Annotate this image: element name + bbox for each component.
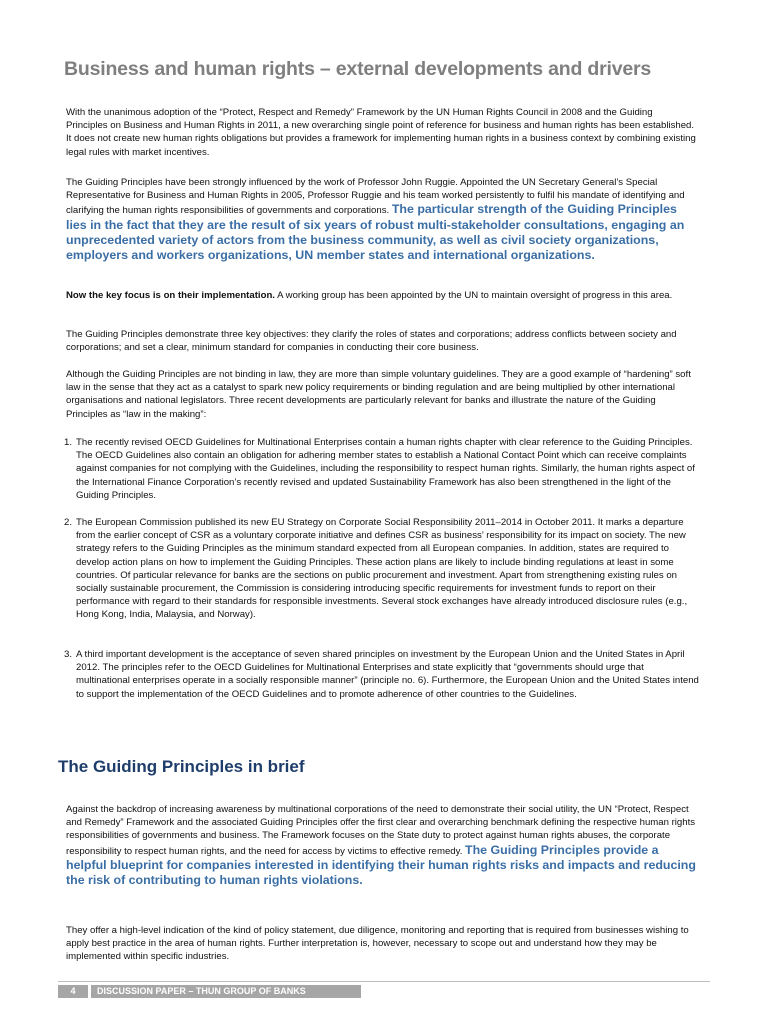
list-item-number: 1. (64, 437, 73, 448)
objectives-paragraph: The Guiding Principles demonstrate three key objectives: they clarify the roles of states and corporations; address conflicts between society and corporations; and set a clear, minimum standard for companies in conducting their core business. (66, 329, 677, 354)
list-item (64, 436, 700, 502)
brief-text: Against the backdrop of increasing awareness by multinational corporations of the need to demonstrate their social utility, the UN “Protect, Respect and Remedy” Framework and the associated Guiding Principles offer the first clear and overarching benchmark defining the respective human rights responsibilities of governments and business. The Framework focuses on the State duty to protect against human rights abuses, the corporate responsibility to respect human rights, and the need for access by victims to effective remedy. (66, 804, 696, 857)
list-item-number: 3. (64, 649, 73, 660)
implementation-text: A working group has been appointed by the UN to maintain oversight of progress in this area. (277, 290, 673, 301)
page-title: Business and human rights – external developments and drivers (64, 58, 652, 80)
implementation-bold: Now the key focus is on their implementation. (66, 290, 275, 301)
list-item (64, 516, 700, 622)
footer-label: DISCUSSION PAPER – THUN GROUP OF BANKS (91, 985, 361, 998)
list-item-number: 2. (64, 517, 73, 528)
practice-paragraph: They offer a high-level indication of the kind of policy statement, due diligence, monitoring and reporting that is required from businesses wishing to apply best practice in the area of human rights. Further interpretation is, however, necessary to scope out and understand how they may be implemented within specific industries. (66, 925, 689, 963)
implementation-paragraph (66, 289, 696, 302)
strength-highlight: The particular strength of the Guiding Principles lies in the fact that they are the result of six years of robust multi-stakeholder consultations, engaging an unprecedented variety of actors from the business community, as well as civil society organizations, employers and workers organizations, UN member states and international organizations. (66, 202, 685, 263)
list-item-text: A third important development is the acceptance of seven shared principles on investment by the European Union and the United States in April 2012. The principles refer to the OECD Guidelines for Multinational Enterprises and state explicitly that “governments should urge that multinational enterprises operate in a socially responsible manner” (principle no. 6). Furthermore, the European Union and the United States intend to support the implementation of the OECD Guidelines and to promote adherence of other countries to the Guidelines. (76, 649, 699, 700)
intro-paragraph: With the unanimous adoption of the “Protect, Respect and Remedy” Framework by the UN Human Rights Council in 2008 and the Guiding Principles on Business and Human Rights in 2011, a new overarching single point of reference for business and human rights has been established. It does not create new human rights obligations but provides a framework for implementing human rights in a business context by combining existing legal rules with market incentives. (66, 107, 696, 158)
footer-divider (58, 981, 710, 982)
blueprint-highlight: The Guiding Principles provide a helpful blueprint for companies interested in identifying their human rights risks and impacts and reducing the risk of contributing to human rights violations. (66, 842, 696, 888)
list-item-text: The European Commission published its new EU Strategy on Corporate Social Responsibility 2011–2014 in October 2011. It marks a departure from the earlier concept of CSR as a voluntary corporate initiative and defines CSR as business’ responsibility for its impact on society. The new strategy refers to the Guiding Principles as the minimum standard expected from all European companies. In addition, states are required to develop action plans on how to implement the Guiding Principles. These action plans are likely to include binding regulations at least in some countries. Of particular relevance for banks are the sections on public procurement and investment. Apart from strengthening existing rules on socially sustainable procurement, the Commission is considering introducing specific requirements for investment funds to report on their performance with regard to their standards for responsible investments. Several stock exchanges have already introduced disclosure rules (e.g., Hong Kong, India, Malaysia, and Norway). (76, 517, 688, 621)
soft-law-paragraph: Although the Guiding Principles are not binding in law, they are more than simple voluntary guidelines. They are a good example of “hardening” soft law in the sense that they act as a catalyst to spark new policy requirements or binding regulation and are being multiplied by other international organisations and national legislators. Three recent developments are particularly relevant for banks and illustrate the nature of the Guiding Principles as “law in the making”: (66, 369, 691, 420)
brief-paragraph (66, 803, 696, 888)
ruggie-paragraph (66, 176, 696, 263)
page-number: 4 (58, 985, 88, 998)
list-item (64, 648, 700, 701)
ruggie-text: The Guiding Principles have been strongly influenced by the work of Professor John Ruggie. Appointed the UN Secretary General’s Special Representative for Business and Human Rights in 2005, Professor Ruggie and his team worked persistently to fulfil his mandate of identifying and clarifying the human rights responsibilities of governments and corporations. (66, 177, 685, 217)
section-heading: The Guiding Principles in brief (58, 757, 305, 776)
list-item-text: The recently revised OECD Guidelines for Multinational Enterprises contain a human rights chapter with clear reference to the Guiding Principles. The OECD Guidelines also contain an obligation for adhering member states to establish a National Contact Point which can receive complaints against companies for not complying with the Guidelines, including the responsibility to respect human rights. Similarly, the human rights aspect of the International Finance Corporation’s recently revised and updated Sustainability Framework has also been strengthened in the light of the Guiding Principles. (76, 437, 695, 501)
